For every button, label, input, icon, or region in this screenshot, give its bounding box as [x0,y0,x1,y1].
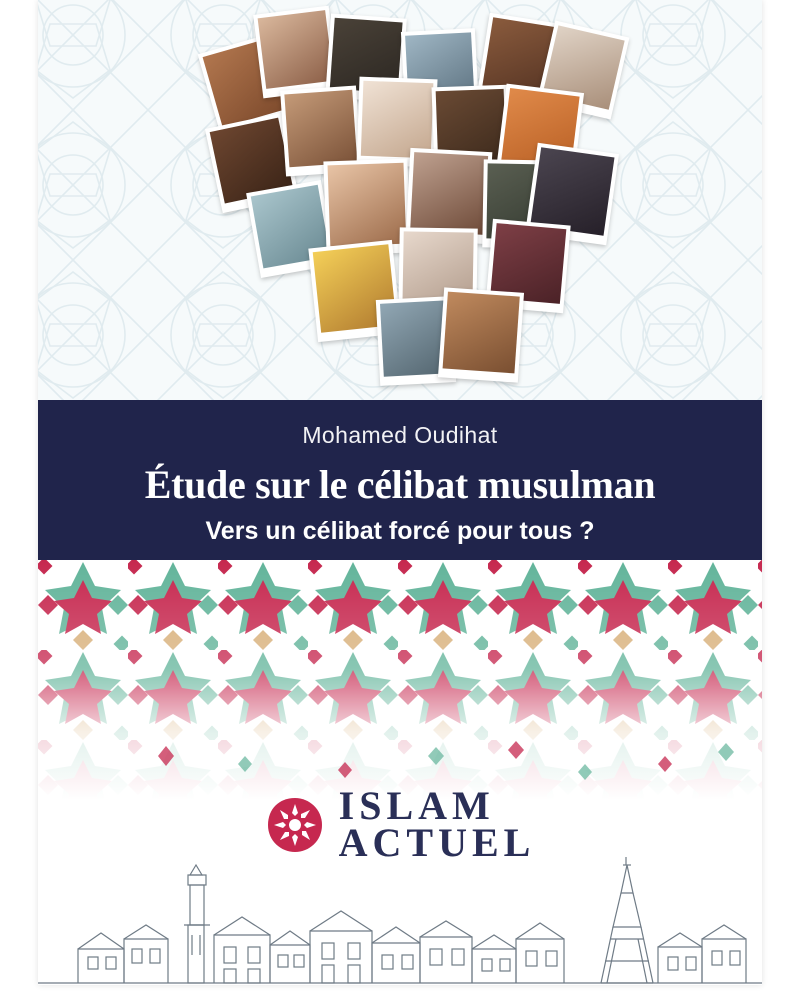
collage-photo [323,159,410,256]
photo-collage [153,0,653,390]
paris-skyline-illustration [38,835,762,985]
top-pattern-area [38,0,762,400]
publisher-line-1: ISLAM [338,783,495,829]
book-title: Étude sur le célibat musulman [144,462,656,507]
title-band [38,400,762,560]
author-name: Mohamed Oudihat [302,422,498,448]
mosaic-svg [38,560,762,800]
book-subtitle: Vers un célibat forcé pour tous ? [205,517,595,545]
collage-photo [438,287,524,382]
publisher-line-2: ACTUEL [338,820,536,865]
book-cover [38,0,762,985]
mosaic-pattern-band [38,560,762,800]
